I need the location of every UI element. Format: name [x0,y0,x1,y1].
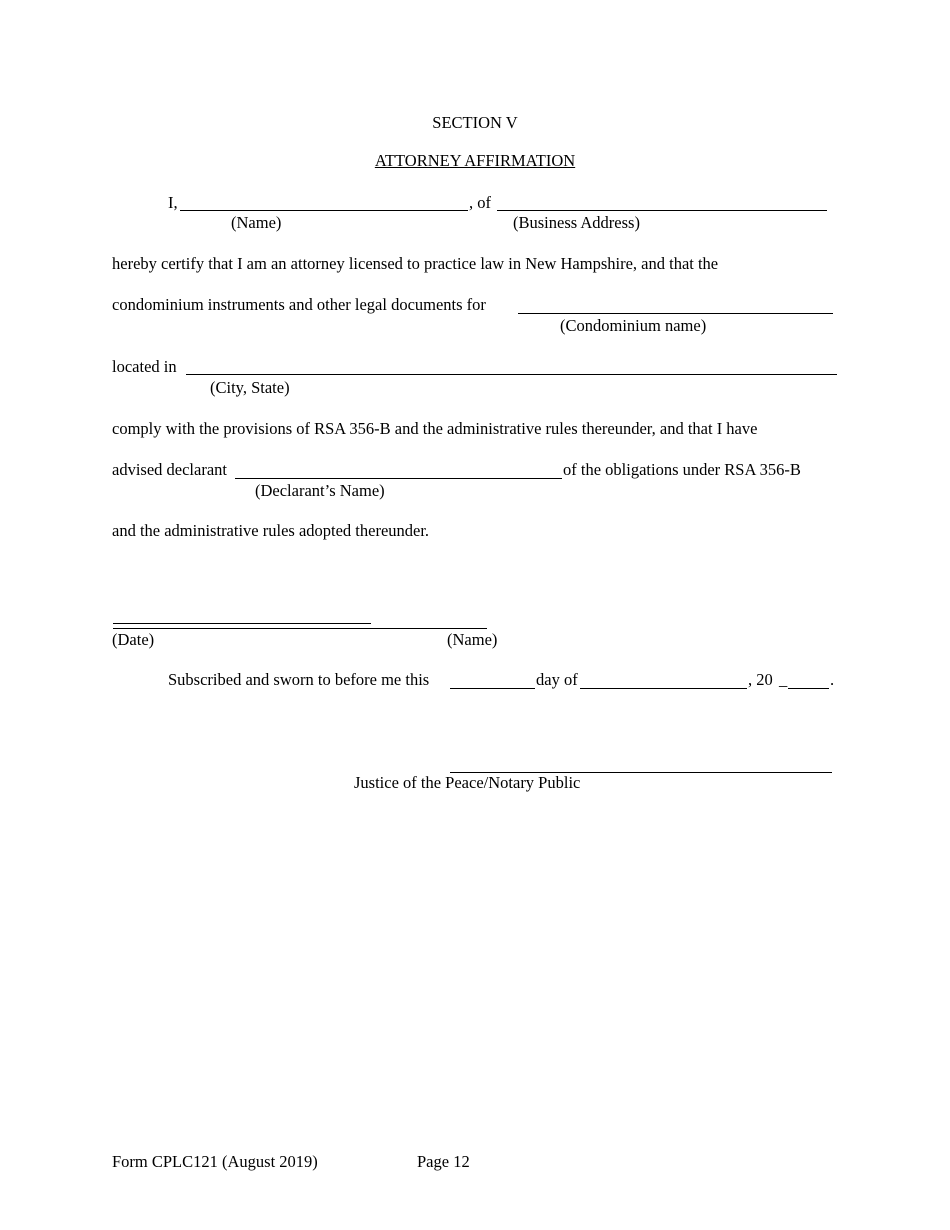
signature-name-caption: (Name) [447,630,498,649]
sworn-text: Subscribed and sworn to before me this [168,670,430,689]
declarant-name-field[interactable] [235,478,562,479]
notary-caption: Justice of the Peace/Notary Public [354,773,581,792]
obligations-text: of the obligations under RSA 356-B [563,460,801,479]
name-caption: (Name) [231,213,282,232]
document-title: ATTORNEY AFFIRMATION [374,151,576,170]
year-blank: _ [779,670,788,689]
year-prefix: , 20 [748,670,773,689]
condominium-name-field[interactable] [518,313,833,314]
section-heading: SECTION V [432,113,518,132]
page-number: Page 12 [417,1152,470,1171]
business-address-caption: (Business Address) [513,213,640,232]
of-label: , of [469,193,491,212]
certify-text: hereby certify that I am an attorney licensed to practice law in New Hampshire, and that the [112,254,719,273]
declarant-caption: (Declarant’s Name) [255,481,385,500]
sworn-year-field[interactable] [788,688,829,689]
city-state-field[interactable] [186,374,837,375]
comply-text: comply with the provisions of RSA 356-B and the administrative rules thereunder, and that I have [112,419,758,438]
located-label: located in [112,357,177,376]
condominium-caption: (Condominium name) [560,316,707,335]
date-field[interactable] [113,623,371,624]
business-address-field[interactable] [497,210,827,211]
date-caption: (Date) [112,630,155,649]
rules-text: and the administrative rules adopted thereunder. [112,521,430,540]
city-state-caption: (City, State) [210,378,290,397]
sworn-month-field[interactable] [580,688,747,689]
day-of-label: day of [536,670,578,689]
form-footer: Form CPLC121 (August 2019) [112,1152,318,1171]
sworn-day-field[interactable] [450,688,535,689]
attorney-name-field[interactable] [180,210,468,211]
affirmant-prefix: I, [168,193,178,212]
instruments-text: condominium instruments and other legal documents for [112,295,486,314]
sworn-period: . [830,670,835,689]
signature-name-field[interactable] [113,628,487,629]
advised-label: advised declarant [112,460,227,479]
